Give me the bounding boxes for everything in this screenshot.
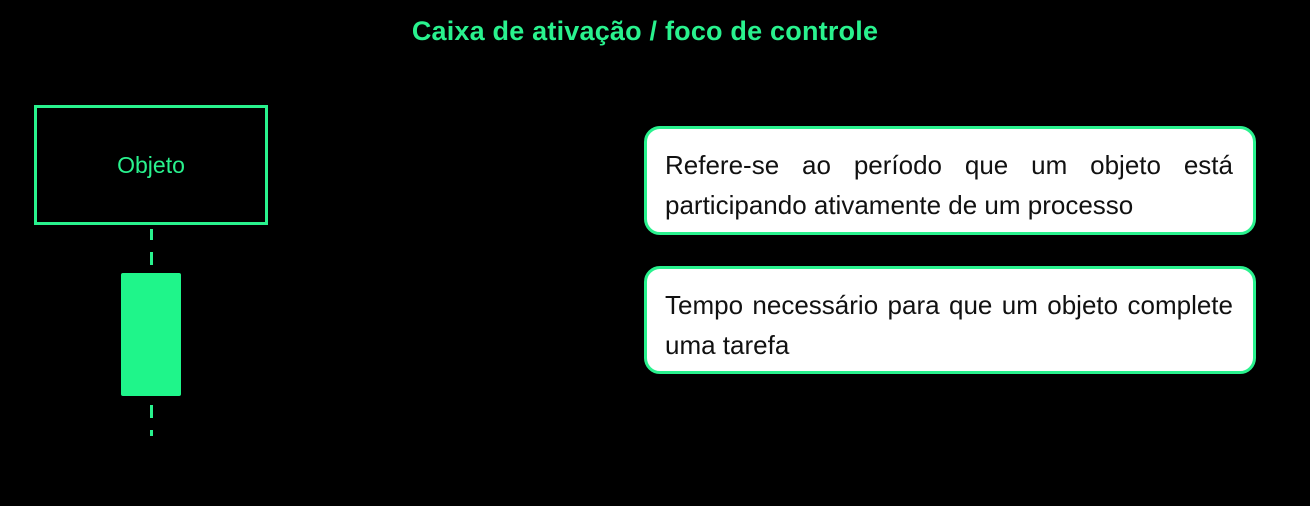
definition-note-text: Refere-se ao período que um objeto está participando ativamente de um processo bbox=[665, 150, 1233, 220]
lifeline-dash bbox=[150, 229, 153, 240]
lifeline-dash bbox=[150, 405, 153, 418]
lifeline-dash bbox=[150, 430, 153, 436]
activation-box bbox=[121, 273, 181, 396]
lifeline-dash bbox=[150, 252, 153, 265]
slide-title: Caixa de ativação / foco de controle bbox=[411, 16, 879, 46]
object-label: Objeto bbox=[117, 151, 185, 178]
duration-note bbox=[644, 266, 1256, 374]
duration-note-text: Tempo necessário para que um objeto complete uma tarefa bbox=[665, 290, 1233, 360]
definition-note bbox=[644, 126, 1256, 235]
object-box bbox=[34, 105, 268, 225]
